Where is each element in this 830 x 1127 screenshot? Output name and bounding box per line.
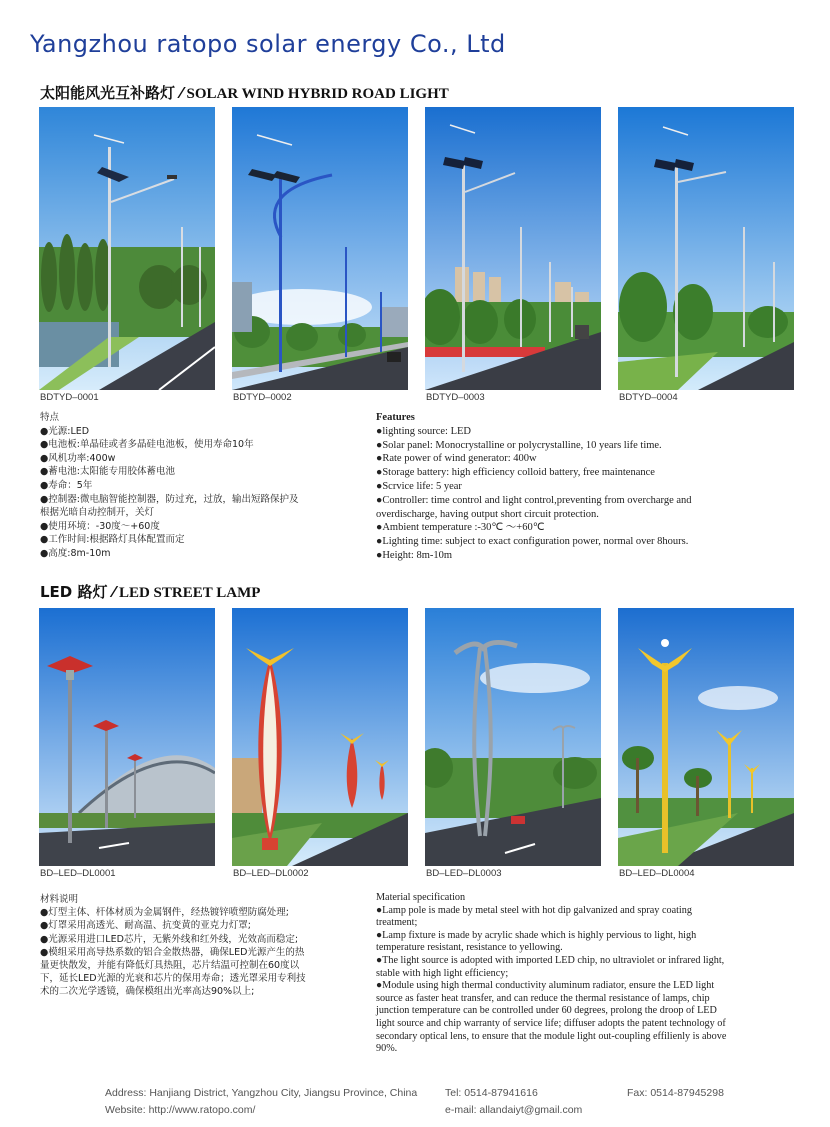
material-zh-item: 量更快散发，并能有降低灯具热阻，芯片结温可控制在60度以 <box>40 960 300 972</box>
material-en <box>376 892 731 1056</box>
features-en-item: ●Scrvice life: 5 year <box>376 480 462 492</box>
features-zh-item: ●光源:LED <box>40 425 90 437</box>
product-photo-dl0004 <box>618 608 794 866</box>
features-zh-item: ●使用环境：-30度～+60度 <box>40 520 160 532</box>
material-en-item: ●Lamp pole is made by metal steel with hot dip galvanized and spray coating treatment; <box>376 904 692 929</box>
product-photo-bdtyd-0003 <box>425 107 601 390</box>
features-zh-item: ●高度:8m-10m <box>40 547 111 559</box>
section-title-solar <box>40 82 449 103</box>
features-zh-item: ●工作时间:根据路灯具体配置而定 <box>40 534 185 546</box>
led-code-1: BD–LED–DL0001 <box>40 868 116 879</box>
material-zh-item: 下，延长LED光源的光衰和芯片的保用寿命；透光罩采用专利技 <box>40 973 306 985</box>
section-title-led <box>40 581 260 602</box>
material-zh-title: 材料说明 <box>40 894 79 905</box>
led-code-2: BD–LED–DL0002 <box>233 868 309 879</box>
material-en-title: Material specification <box>376 892 466 903</box>
features-zh-item: ●控制器:微电脑智能控制器，防过充，过放，输出短路保护及 <box>40 493 299 505</box>
features-en-item: ●Controller: time control and light control,preventing from overcharge and overdischarge, having output short circuit protection. <box>376 494 692 520</box>
material-zh-item: ●灯罩采用高透光、耐高温、抗变黄的亚克力灯罩; <box>40 920 251 932</box>
material-zh <box>40 893 360 999</box>
section-title-zh: 太阳能风光互补路灯 ⁄ <box>40 84 183 102</box>
footer-website[interactable]: Website: http://www.ratopo.com/ <box>105 1104 256 1116</box>
footer-tel: Tel: 0514-87941616 <box>445 1087 538 1099</box>
material-en-item: ●Lamp fixture is made by acrylic shade which is highly pervious to light, high temperature resistant, resistance to yellowing. <box>376 929 697 954</box>
section-title-en: SOLAR WIND HYBRID ROAD LIGHT <box>186 86 449 102</box>
features-zh-item: ●风机功率:400w <box>40 452 116 464</box>
product-photo-bdtyd-0004 <box>618 107 794 390</box>
product-code-2: BDTYD–0002 <box>233 392 292 403</box>
material-zh-item: ●光源采用进口LED芯片，无紫外线和红外线，光效高而稳定; <box>40 933 299 945</box>
features-zh-title: 特点 <box>40 412 60 423</box>
product-code-4: BDTYD–0004 <box>619 392 678 403</box>
features-zh <box>40 411 360 561</box>
material-zh-item: 术的二次光学透镜，确保模组出光率高达90%以上; <box>40 986 255 998</box>
features-en-item: ●Height: 8m-10m <box>376 549 453 561</box>
features-en-item: ●Rate power of wind generator: 400w <box>376 453 537 465</box>
features-en-item: ●Lighting time: subject to exact configuration power, normal over 8hours. <box>376 536 689 548</box>
section-title-en: LED STREET LAMP <box>118 585 261 601</box>
product-photo-dl0003 <box>425 608 601 866</box>
features-en-title: Features <box>376 412 415 423</box>
product-code-1: BDTYD–0001 <box>40 392 99 403</box>
section-title-zh: LED 路灯 ⁄ <box>40 583 116 601</box>
led-code-3: BD–LED–DL0003 <box>426 868 502 879</box>
features-zh-item: ●寿命：5年 <box>40 479 93 491</box>
material-zh-item: ●灯型主体、杆体材质为金属钢件，经热镀锌喷塑防腐处理; <box>40 907 289 919</box>
features-zh-item: ●电池板:单晶硅或者多晶硅电池板，使用寿命10年 <box>40 439 254 451</box>
features-en <box>376 411 731 563</box>
features-en-item: ●lighting source: LED <box>376 425 471 437</box>
features-zh-item: 根据光暗自动控制开，关灯 <box>40 507 155 519</box>
product-photo-bdtyd-0001 <box>39 107 215 390</box>
footer-fax: Fax: 0514-87945298 <box>627 1087 724 1099</box>
features-en-item: ●Ambient temperature :-30℃ ～+60℃ <box>376 522 545 534</box>
footer-email[interactable]: e-mail: allandaiyt@gmail.com <box>445 1104 583 1116</box>
features-zh-item: ●蓄电池:太阳能专用胶体蓄电池 <box>40 466 175 478</box>
led-code-4: BD–LED–DL0004 <box>619 868 695 879</box>
company-title: Yangzhou ratopo solar energy Co., Ltd <box>30 30 506 58</box>
material-zh-item: ●模组采用高导热系数的铝合金散热器，确保LED光源产生的热 <box>40 946 305 958</box>
material-en-item: ●The light source is adopted with imported LED chip, no ultraviolet or infrared light, stable with high light efficiency; <box>376 954 725 979</box>
features-en-item: ●Solar panel: Monocrystalline or polycrystalline, 10 years life time. <box>376 439 662 451</box>
product-photo-dl0001 <box>39 608 215 866</box>
material-en-item: ●Module using high thermal conductivity aluminum radiator, ensure the LED light source as faster heat transfer, and can reduce the thermal resistance of lamps, chip junction temperature can be controlled under 60 degrees, prolong the droop of LED light source and chip warranty of service life; diffuser adopts the patent technology of secondary optical lens, to ensure that the module light out-coupling effilienly is above 90%. <box>376 980 727 1055</box>
product-photo-bdtyd-0002 <box>232 107 408 390</box>
product-code-3: BDTYD–0003 <box>426 392 485 403</box>
product-photo-dl0002 <box>232 608 408 866</box>
features-en-item: ●Storage battery: high efficiency colloid battery, free maintenance <box>376 467 655 479</box>
footer-address: Address: Hanjiang District, Yangzhou City, Jiangsu Province, China <box>105 1087 418 1099</box>
